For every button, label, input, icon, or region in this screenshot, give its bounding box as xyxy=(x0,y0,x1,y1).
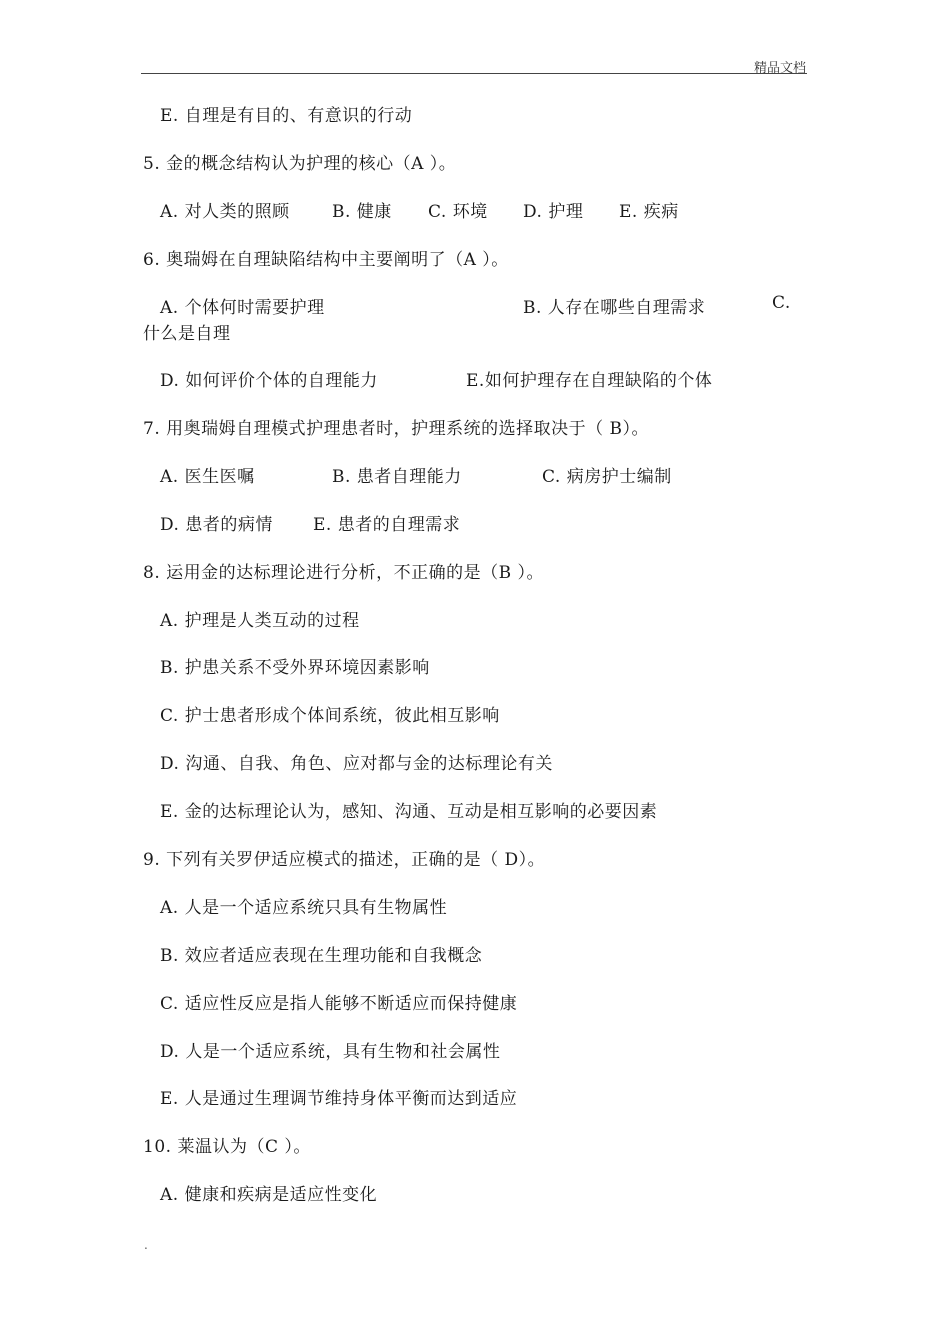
question-9: 9. 下列有关罗伊适应模式的描述，正确的是（ D）。 xyxy=(143,850,546,870)
q5-option-e: E. 疾病 xyxy=(619,202,679,222)
question-6: 6. 奥瑞姆在自理缺陷结构中主要阐明了（A ）。 xyxy=(143,250,509,270)
q6-option-b: B. 人存在哪些自理需求 xyxy=(523,298,706,318)
q6-option-c-prefix: C. xyxy=(772,293,791,313)
q7-option-a: A. 医生医嘱 xyxy=(160,467,255,487)
q8-option-e: E. 金的达标理论认为，感知、沟通、互动是相互影响的必要因素 xyxy=(160,802,658,822)
q7-option-d: D. 患者的病情 xyxy=(160,515,273,535)
q9-option-e: E. 人是通过生理调节维持身体平衡而达到适应 xyxy=(160,1089,518,1109)
q9-option-b: B. 效应者适应表现在生理功能和自我概念 xyxy=(160,946,483,966)
q6-option-e: E.如何护理存在自理缺陷的个体 xyxy=(466,371,713,391)
q6-option-a: A. 个体何时需要护理 xyxy=(160,298,325,318)
question-7: 7. 用奥瑞姆自理模式护理患者时，护理系统的选择取决于（ B）。 xyxy=(143,419,650,439)
q5-option-c: C. 环境 xyxy=(428,202,488,222)
q6-option-c-text: 什么是自理 xyxy=(143,324,231,344)
q8-option-a: A. 护理是人类互动的过程 xyxy=(160,611,360,631)
q8-option-c: C. 护士患者形成个体间系统，彼此相互影响 xyxy=(160,706,500,726)
header-label: 精品文档 xyxy=(753,61,806,76)
q9-option-c: C. 适应性反应是指人能够不断适应而保持健康 xyxy=(160,994,518,1014)
footer-mark: . xyxy=(144,1238,148,1252)
q6-option-d: D. 如何评价个体的自理能力 xyxy=(160,371,378,391)
q5-option-b: B. 健康 xyxy=(332,202,392,222)
q5-option-d: D. 护理 xyxy=(523,202,584,222)
q7-option-c: C. 病房护士编制 xyxy=(542,467,672,487)
question-10: 10. 莱温认为（C ）。 xyxy=(143,1137,311,1157)
q8-option-b: B. 护患关系不受外界环境因素影响 xyxy=(160,658,430,678)
question-5: 5. 金的概念结构认为护理的核心（A ）。 xyxy=(143,154,457,174)
q9-option-d: D. 人是一个适应系统，具有生物和社会属性 xyxy=(160,1042,501,1062)
q7-option-b: B. 患者自理能力 xyxy=(332,467,462,487)
q5-option-a: A. 对人类的照顾 xyxy=(160,202,290,222)
q10-option-a: A. 健康和疾病是适应性变化 xyxy=(160,1185,378,1205)
q9-option-a: A. 人是一个适应系统只具有生物属性 xyxy=(160,898,448,918)
q7-option-e: E. 患者的自理需求 xyxy=(313,515,461,535)
q8-option-d: D. 沟通、自我、角色、应对都与金的达标理论有关 xyxy=(160,754,553,774)
header-rule xyxy=(141,73,807,74)
option-line: E. 自理是有目的、有意识的行动 xyxy=(160,106,413,126)
question-8: 8. 运用金的达标理论进行分析，不正确的是（B ）。 xyxy=(143,563,545,583)
